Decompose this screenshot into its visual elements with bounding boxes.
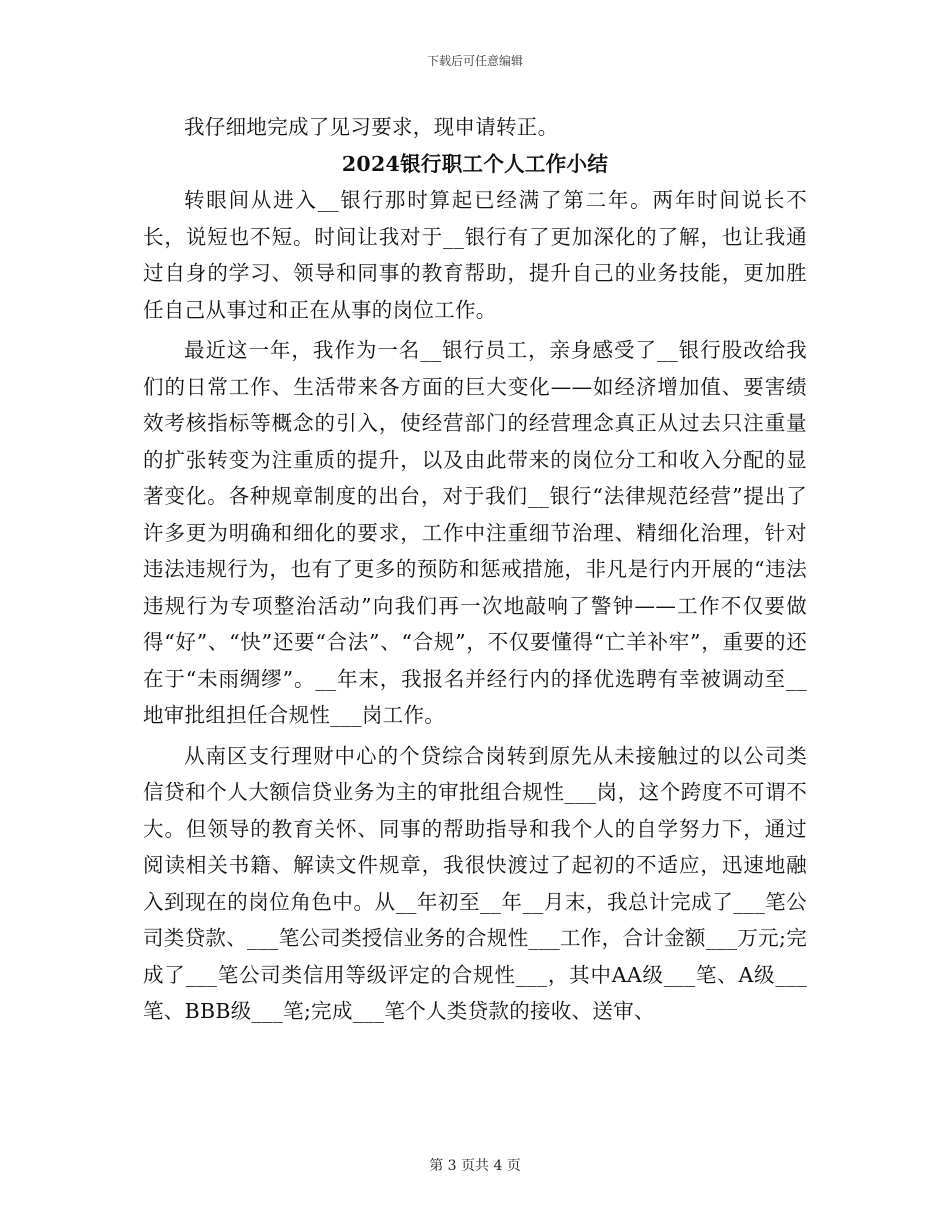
paragraph-2: 最近这一年，我作为一名__银行员工，亲身感受了__银行股改给我们的日常工作、生活带来各方面的巨大变化——如经济增加值、要害绩效考核指标等概念的引入，使经营部门的经营理念真正从过去只注重量的扩张转变为注重质的提升，以及由此带来的岗位分工和收入分配的显著变化。各种规章制度的出台，对于我们__银行“法律规范经营”提出了许多更为明确和细化的要求，工作中注重细节治理、精细化治理，针对违法违规行为，也有了更多的预防和惩戒措施，非凡是行内开展的“违法违规行为专项整治活动”向我们再一次地敲响了警钟——工作不仅要做得“好”、“快”还要“合法”、“合规”，不仅要懂得“亡羊补牢”，重要的还在于“未雨绸缪”。__年末，我报名并经行内的择优选聘有幸被调动至__地审批组担任合规性___岗工作。 bbox=[143, 338, 807, 727]
page-footer: 第 3 页共 4 页 bbox=[429, 1158, 521, 1174]
document-body bbox=[143, 109, 807, 1030]
page-header: 下载后可任意编辑 bbox=[426, 54, 523, 68]
lead-paragraph: 我仔细地完成了见习要求，现申请转正。 bbox=[184, 115, 559, 139]
paragraph-3: 从南区支行理财中心的个贷综合岗转到原先从未接触过的以公司类信贷和个人大额信贷业务为主的审批组合规性___岗，这个跨度不可谓不大。但领导的教育关怀、同事的帮助指导和我个人的自学努力下，通过阅读相关书籍、解读文件规章，我很快渡过了起初的不适应，迅速地融入到现在的岗位角色中。从__年初至__年__月末，我总计完成了___笔公司类贷款、___笔公司类授信业务的合规性___工作，合计金额___万元;完成了___笔公司类信用等级评定的合规性___，其中AA级___笔、A级___笔、BBB级___笔;完成___笔个人类贷款的接收、送审、 bbox=[143, 743, 807, 1023]
paragraph-1: 转眼间从进入__银行那时算起已经满了第二年。两年时间说长不长，说短也不短。时间让我对于__银行有了更加深化的了解，也让我通过自身的学习、领导和同事的教育帮助，提升自己的业务技能，更加胜任自己从事过和正在从事的岗位工作。 bbox=[143, 188, 807, 322]
document-title: 2024银行职工个人工作小结 bbox=[341, 151, 609, 176]
